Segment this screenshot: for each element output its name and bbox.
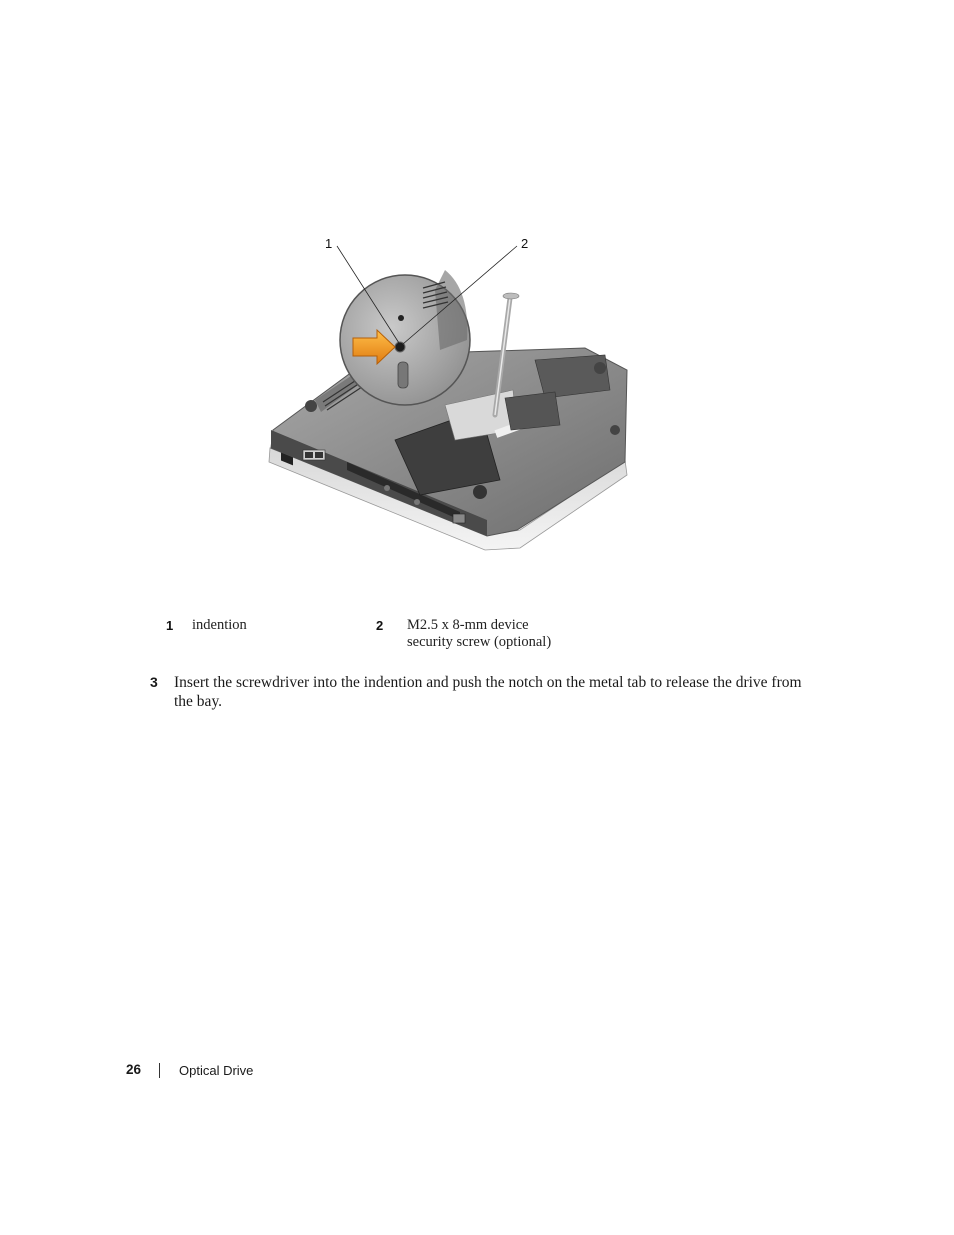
callout-number-2: 2 xyxy=(521,236,529,251)
footer-section-title: Optical Drive xyxy=(179,1063,254,1078)
callout-number-1: 1 xyxy=(325,236,333,251)
footer-separator xyxy=(159,1063,160,1078)
legend-text-indention: indention xyxy=(192,617,247,633)
laptop-bottom-illustration xyxy=(255,230,655,560)
step-number: 3 xyxy=(150,674,158,690)
legend-text-screw-line1: M2.5 x 8-mm device xyxy=(407,617,529,633)
step-instruction: Insert the screwdriver into the indention and push the notch on the metal tab to release the drive from the bay. xyxy=(174,674,802,710)
legend-text-screw-line2: security screw (optional) xyxy=(407,634,552,650)
page-number: 26 xyxy=(126,1062,142,1077)
legend-number-1: 1 xyxy=(166,618,174,633)
legend-number-2: 2 xyxy=(376,618,384,633)
